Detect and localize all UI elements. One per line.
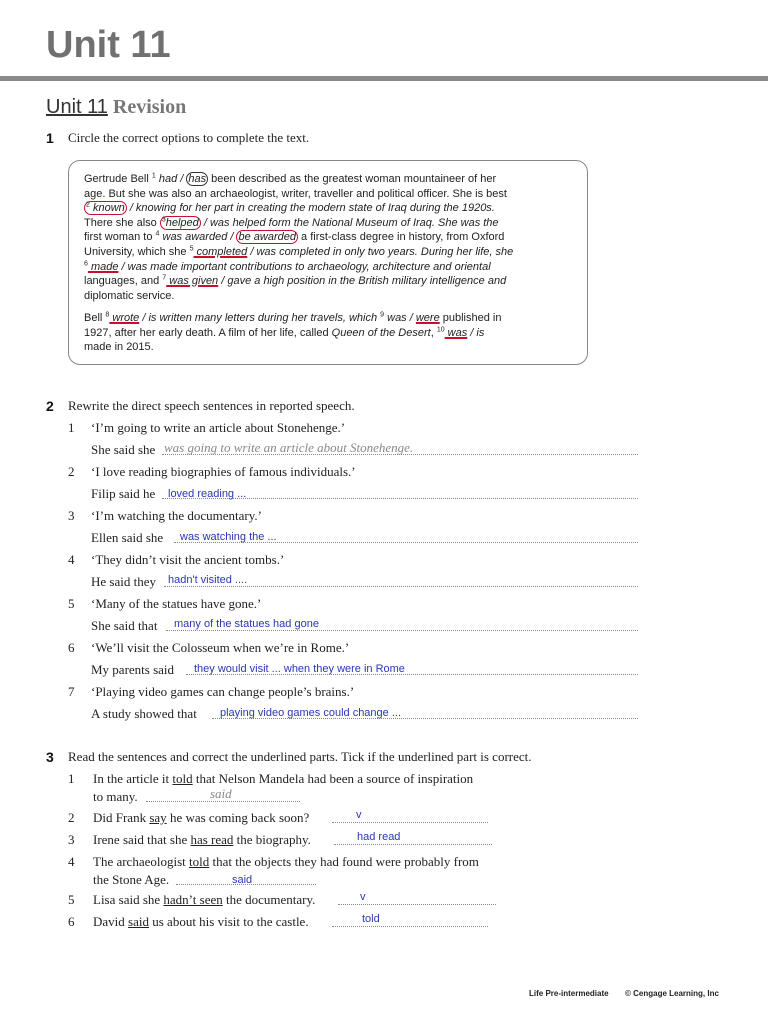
header-rule <box>0 76 768 81</box>
s3-item-4-answer: said <box>232 874 253 886</box>
underlined-made: made <box>87 260 119 273</box>
s2-item-3-num: 3 <box>68 508 75 523</box>
underlined-was: was <box>444 326 468 339</box>
p1-line-7: $^6$ made / was made important contributions to archaeology, architecture and oriental <box>84 259 491 273</box>
s3-item-2-underlined: say <box>149 810 167 825</box>
s3-item-3-text: Irene said that she has read the biography. <box>93 832 311 847</box>
paragraph-2 <box>84 311 574 355</box>
s2-item-5-answer: many of the statues had gone <box>174 618 319 630</box>
section2-number: 2 <box>46 398 54 414</box>
section3-number: 3 <box>46 749 54 765</box>
s3-item-6-underlined: said <box>128 914 149 929</box>
p1-line-4: There she also $^3$helped / was helped form the National Museum of Iraq. She was the <box>84 216 499 229</box>
p1-line-9: diplomatic service. <box>84 289 175 302</box>
underlined-completed: completed <box>193 245 248 258</box>
s3-item-1-answer: said <box>210 786 232 801</box>
circled-known: $^2$ known <box>86 201 125 215</box>
s3-item-5-underlined: hadn’t seen <box>163 892 223 907</box>
p1-line-5: first woman to $^4$ was awarded / be awarded a first-class degree in history, from Oxford <box>84 230 505 244</box>
s2-item-3-quote: ‘I’m watching the documentary.’ <box>91 508 262 523</box>
s3-item-6-answer-line[interactable] <box>332 914 488 927</box>
p1-line-2: age. But she was also an archaeologist, writer, traveller and political officer. She is best <box>84 187 507 200</box>
section3-instruction: Read the sentences and correct the underlined parts. Tick if the underlined part is correct. <box>68 749 532 764</box>
footer-copyright: © Cengage Learning, Inc <box>625 989 719 998</box>
underlined-was-given: was given <box>166 275 219 288</box>
s3-item-4-text: The archaeologist told that the objects they had found were probably from <box>93 854 479 869</box>
s3-item-1-text: In the article it told that Nelson Mandela had been a source of inspiration <box>93 771 474 786</box>
s2-item-7-prefix: A study showed that <box>91 706 197 721</box>
section1-instruction: Circle the correct options to complete the text. <box>68 130 310 145</box>
s2-item-5-prefix: She said that <box>91 618 158 633</box>
s3-item-2-answer: v <box>356 809 362 821</box>
footer-book: Life Pre-intermediate <box>529 989 609 998</box>
s3-item-2-num: 2 <box>68 810 75 825</box>
s2-item-1-prefix: She said she <box>91 442 156 457</box>
s3-item-6-num: 6 <box>68 914 75 929</box>
s3-item-1-cont: to many. <box>93 789 138 804</box>
s3-item-1-underlined: told <box>172 771 193 786</box>
s2-item-5-quote: ‘Many of the statues have gone.’ <box>91 596 262 611</box>
s3-item-5-answer: v <box>360 891 366 903</box>
p2-line-2: 1927, after her early death. A film of her life, called Queen of the Desert, $^{10}$ was / is <box>84 325 485 339</box>
section2-instruction: Rewrite the direct speech sentences in reported speech. <box>68 398 355 413</box>
section1-number: 1 <box>46 130 54 146</box>
s2-item-7-answer: playing video games could change ... <box>220 707 402 719</box>
s2-item-1-quote: ‘I’m going to write an article about Stonehenge.’ <box>91 420 346 435</box>
s2-item-2-prefix: Filip said he <box>91 486 156 501</box>
s2-item-1-num: 1 <box>68 420 75 435</box>
s2-item-6-quote: ‘We’ll visit the Colosseum when we’re in Rome.’ <box>91 640 350 655</box>
s2-item-6-prefix: My parents said <box>91 662 175 677</box>
s2-item-6-num: 6 <box>68 640 75 655</box>
s3-item-6-answer: told <box>362 913 380 925</box>
s2-item-2-num: 2 <box>68 464 75 479</box>
unit-title: Unit 11 <box>46 24 171 66</box>
s2-item-4-answer: hadn't visited .... <box>168 574 248 586</box>
s3-item-5-text: Lisa said she hadn’t seen the documentary. <box>93 892 316 907</box>
p2-line-1: Bell $^8$ wrote / is written many letters during her travels, which $^9$ was / were published in <box>84 311 502 324</box>
s2-item-6-answer: they would visit ... when they were in Rome <box>194 663 405 675</box>
s3-item-2-text: Did Frank say he was coming back soon? <box>93 810 310 825</box>
p1-line-1: Gertrude Bell $^1$ had / has been described as the greatest woman mountaineer of her <box>84 172 497 185</box>
circled-be-awarded: be awarded <box>238 231 296 244</box>
underlined-wrote: wrote <box>109 312 140 324</box>
p1-line-8: languages, and $^7$ was given / gave a high position in the British military intelligence and <box>84 274 507 288</box>
revision-title <box>46 96 186 119</box>
underlined-were: were <box>415 312 440 324</box>
p2-line-3: made in 2015. <box>84 341 154 354</box>
s2-item-3-prefix: Ellen said she <box>91 530 164 545</box>
s3-item-3-num: 3 <box>68 832 75 847</box>
s2-item-4-prefix: He said they <box>91 574 156 589</box>
p1-line-3: $^2$ known / knowing for her part in creating the modern state of Iraq during the 1920s. <box>86 201 495 215</box>
p1-line-6: University, which she $^5$ completed / was completed in only two years. During her life, she <box>84 245 514 258</box>
s3-item-5-num: 5 <box>68 892 75 907</box>
revision-unit: Unit 11 <box>46 96 108 118</box>
paragraph-1 <box>84 172 574 303</box>
s3-item-1-num: 1 <box>68 771 75 786</box>
s3-item-4-cont: the Stone Age. <box>93 872 170 887</box>
s2-item-2-answer: loved reading ... <box>168 488 247 500</box>
s3-item-3-answer: had read <box>357 831 401 843</box>
circled-has: has <box>188 173 207 185</box>
s2-item-5-num: 5 <box>68 596 75 611</box>
s2-item-1-answer: was going to write an article about Stonehenge. <box>164 440 414 455</box>
s3-item-3-underlined: has read <box>190 832 234 847</box>
revision-label: Revision <box>112 96 187 118</box>
s2-item-4-num: 4 <box>68 552 75 567</box>
s2-item-7-num: 7 <box>68 684 75 699</box>
s2-item-7-quote: ‘Playing video games can change people’s brains.’ <box>91 684 355 699</box>
circled-helped: $^3$helped <box>161 216 199 229</box>
s2-item-2-quote: ‘I love reading biographies of famous individuals.’ <box>91 464 356 479</box>
s2-item-3-answer: was watching the ... <box>180 531 277 543</box>
s3-item-6-text: David said us about his visit to the castle. <box>93 914 309 929</box>
s3-item-4-num: 4 <box>68 854 75 869</box>
s3-item-4-underlined: told <box>189 854 210 869</box>
s2-item-4-quote: ‘They didn’t visit the ancient tombs.’ <box>91 552 285 567</box>
